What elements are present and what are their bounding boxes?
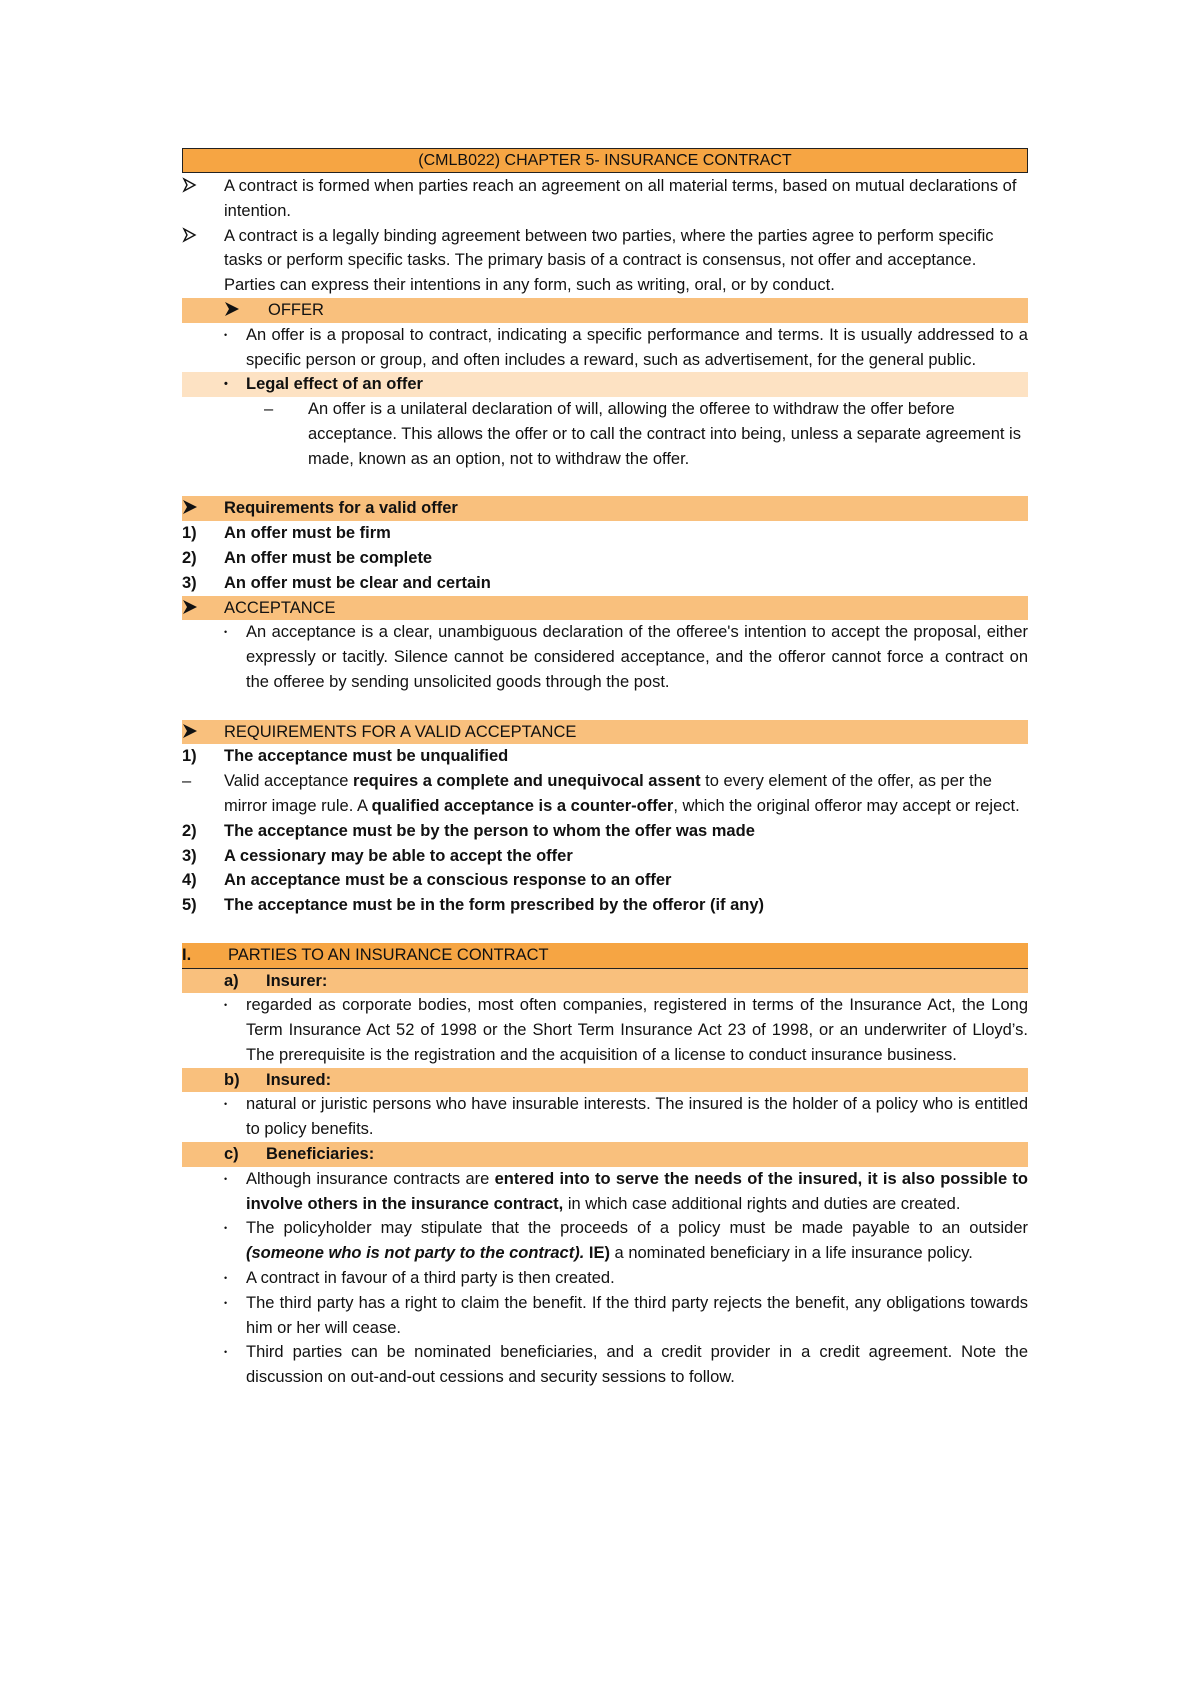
arrow-bullet-icon	[182, 720, 224, 742]
insured-heading: b) Insured:	[182, 1068, 1028, 1093]
beneficiaries-item: • Although insurance contracts are entered into to serve the needs of the insured, it is also possible to involve others in the insurance contract, in which case additional rights and duties are created.	[182, 1167, 1028, 1217]
spacer	[182, 695, 1028, 720]
intro-text: A contract is formed when parties reach an agreement on all material terms, based on mutual declarations of intention.	[224, 177, 1017, 220]
spacer	[182, 918, 1028, 943]
offer-heading: OFFER	[182, 298, 1028, 323]
legal-effect-heading: • Legal effect of an offer	[182, 372, 1028, 397]
dash-bullet-icon: –	[182, 772, 192, 791]
spacer	[182, 472, 1028, 497]
dash-bullet-icon: –	[264, 400, 274, 419]
valid-acceptance-heading: REQUIREMENTS FOR A VALID ACCEPTANCE	[182, 720, 1028, 745]
beneficiaries-item: • Third parties can be nominated beneficiaries, and a credit provider in a credit agreement. Note the discussion on out-and-out cessions and security sessions to follow.	[182, 1340, 1028, 1390]
page-title: (CMLB022) CHAPTER 5- INSURANCE CONTRACT	[182, 148, 1028, 173]
beneficiaries-item: • The third party has a right to claim the benefit. If the third party rejects the benefit, any obligations towards him or her will cease.	[182, 1291, 1028, 1341]
dot-bullet-icon: •	[224, 1297, 228, 1308]
dot-bullet-icon: •	[224, 1099, 228, 1110]
beneficiaries-item: • A contract in favour of a third party is then created.	[182, 1266, 1028, 1291]
dot-bullet-icon: •	[224, 378, 228, 391]
dot-bullet-icon: •	[224, 329, 228, 340]
dot-bullet-icon: •	[224, 1173, 228, 1184]
valid-offer-item: 3) An offer must be clear and certain	[182, 573, 491, 592]
insurer-heading: a) Insurer:	[182, 969, 1028, 994]
arrow-bullet-icon	[182, 174, 224, 196]
parties-section-heading: I. PARTIES TO AN INSURANCE CONTRACT	[182, 943, 1028, 969]
valid-acceptance-item: 4) An acceptance must be a conscious response to an offer	[182, 871, 672, 890]
acceptance-heading: ACCEPTANCE	[182, 596, 1028, 621]
valid-offer-item: 2) An offer must be complete	[182, 548, 433, 567]
dot-bullet-icon: •	[224, 1347, 228, 1358]
beneficiaries-item: • The policyholder may stipulate that the proceeds of a policy must be made payable to an outsider (someone who is not party to the contract). IE) a nominated beneficiary in a life insurance policy.	[182, 1216, 1028, 1266]
offer-definition: • An offer is a proposal to contract, indicating a specific performance and terms. It is usually addressed to a specific person or group, and often includes a reward, such as advertisement, for the general public.	[182, 323, 1028, 373]
arrow-bullet-icon	[182, 224, 224, 246]
valid-offer-item: 1) An offer must be firm	[182, 524, 391, 543]
legal-effect-text: – An offer is a unilateral declaration of will, allowing the offeree to withdraw the offer before acceptance. This allows the offer or to call the contract into being, unless a separate agreement is made, known as an option, not to withdraw the offer.	[182, 397, 1028, 471]
document-content	[182, 148, 1028, 1390]
arrow-bullet-icon	[182, 496, 224, 518]
acceptance-definition: • An acceptance is a clear, unambiguous declaration of the offeree's intention to accept the proposal, either expressly or tacitly. Silence cannot be considered acceptance, and the offeror cannot force a contract on the offeree by sending unsolicited goods through the post.	[182, 620, 1028, 694]
arrow-bullet-icon	[224, 298, 268, 320]
valid-acceptance-item: 5) The acceptance must be in the form prescribed by the offeror (if any)	[182, 896, 765, 915]
valid-acceptance-item: 2) The acceptance must be by the person to whom the offer was made	[182, 821, 755, 840]
arrow-bullet-icon	[182, 596, 224, 618]
valid-acceptance-item: 1) The acceptance must be unqualified	[182, 747, 509, 766]
valid-offer-heading: Requirements for a valid offer	[182, 496, 1028, 521]
insured-text: • natural or juristic persons who have insurable interests. The insured is the holder of a policy who is entitled to policy benefits.	[182, 1092, 1028, 1142]
intro-item	[182, 224, 1028, 298]
dot-bullet-icon: •	[224, 1273, 228, 1284]
dot-bullet-icon: •	[224, 627, 228, 638]
beneficiaries-heading: c) Beneficiaries:	[182, 1142, 1028, 1167]
valid-acceptance-item: 3) A cessionary may be able to accept the offer	[182, 846, 573, 865]
dot-bullet-icon: •	[224, 1223, 228, 1234]
intro-item	[182, 174, 1028, 224]
mirror-image-rule: – Valid acceptance requires a complete and unequivocal assent to every element of the offer, as per the mirror image rule. A qualified acceptance is a counter-offer, which the original offeror may accept or reject.	[182, 769, 1028, 819]
insurer-text: • regarded as corporate bodies, most often companies, registered in terms of the Insurance Act, the Long Term Insurance Act 52 of 1998 or the Short Term Insurance Act 23 of 1998, or an underwriter of Lloyd’s. The prerequisite is the registration and the acquisition of a license to conduct insurance business.	[182, 993, 1028, 1067]
dot-bullet-icon: •	[224, 1000, 228, 1011]
intro-text: A contract is a legally binding agreement between two parties, where the parties agree to perform specific tasks or perform specific tasks. The primary basis of a contract is consensus, not offer and acceptance. Parties can express their intentions in any form, such as writing, oral, or by conduct.	[224, 226, 994, 295]
